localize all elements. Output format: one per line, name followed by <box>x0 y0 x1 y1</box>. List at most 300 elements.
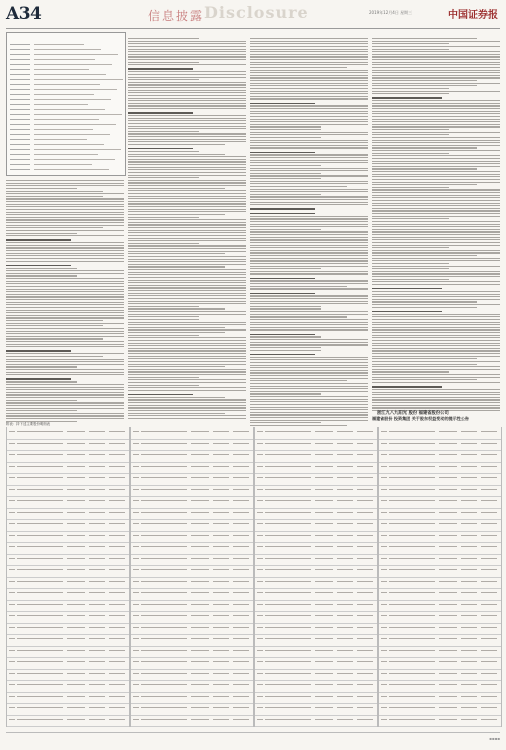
text-line <box>372 85 477 86</box>
table-cell <box>191 512 209 513</box>
list-item-code <box>10 114 30 115</box>
text-line <box>6 283 124 284</box>
table-cell <box>265 581 311 582</box>
text-line <box>372 397 500 398</box>
table-cell <box>17 443 63 444</box>
text-line <box>6 268 77 269</box>
table-cell <box>213 719 229 720</box>
table-cell <box>315 466 333 467</box>
table-cell <box>461 592 477 593</box>
list-item-text <box>34 104 88 105</box>
table-cell <box>89 673 105 674</box>
table-row <box>379 715 501 728</box>
text-line <box>372 137 500 138</box>
table-cell <box>381 535 387 536</box>
table-cell <box>9 523 15 524</box>
table-cell <box>141 638 187 639</box>
table-cell <box>357 604 373 605</box>
list-item-text <box>34 154 98 155</box>
masthead <box>6 4 500 28</box>
table-cell <box>141 489 187 490</box>
text-line <box>128 161 246 162</box>
table-cell <box>265 638 311 639</box>
table-cell <box>141 707 187 708</box>
list-item-code <box>10 169 30 170</box>
table-cell <box>9 615 15 616</box>
text-line <box>372 43 449 44</box>
table-cell <box>381 673 387 674</box>
table-cell <box>381 684 387 685</box>
table-cell <box>9 500 15 501</box>
text-line <box>128 182 246 183</box>
text-line <box>6 366 77 367</box>
text-line <box>128 148 193 149</box>
text-line <box>128 190 246 191</box>
table-cell <box>89 443 105 444</box>
table-cell <box>461 627 477 628</box>
table-cell <box>257 512 263 513</box>
text-line <box>6 331 124 332</box>
text-line <box>128 164 246 165</box>
table-cell <box>461 696 477 697</box>
table-cell <box>191 615 209 616</box>
text-line <box>372 324 500 325</box>
text-line <box>6 235 124 236</box>
table-cell <box>389 615 435 616</box>
table-cell <box>439 604 457 605</box>
text-line <box>372 299 500 300</box>
text-line <box>372 216 500 217</box>
list-item <box>10 63 122 67</box>
table-cell <box>233 684 249 685</box>
text-line <box>6 289 124 290</box>
text-line <box>250 43 368 44</box>
text-line <box>372 134 449 135</box>
text-line <box>128 407 246 408</box>
table-cell <box>213 466 229 467</box>
text-line <box>128 253 225 254</box>
list-item-text <box>34 149 121 150</box>
table-cell <box>439 719 457 720</box>
text-line <box>250 329 368 330</box>
text-line <box>6 302 124 303</box>
table-cell <box>265 546 311 547</box>
text-line <box>372 258 500 259</box>
text-line <box>250 401 368 402</box>
table-cell <box>315 558 333 559</box>
table-cell <box>381 604 387 605</box>
boxed-list <box>6 32 126 176</box>
text-line <box>6 230 124 231</box>
text-line <box>6 364 124 365</box>
text-line <box>250 319 368 320</box>
table-cell <box>141 546 187 547</box>
table-cell <box>315 696 333 697</box>
text-line <box>128 177 199 178</box>
table-cell <box>381 719 387 720</box>
table-cell <box>191 466 209 467</box>
table-cell <box>257 443 263 444</box>
table-cell <box>481 707 497 708</box>
text-line <box>6 270 124 271</box>
list-item-code <box>10 109 30 110</box>
text-line <box>372 189 500 190</box>
table-cell <box>481 604 497 605</box>
table-cell <box>461 431 477 432</box>
list-item-text <box>34 99 111 100</box>
text-line <box>250 393 321 394</box>
text-line <box>250 278 315 279</box>
text-line <box>250 231 368 232</box>
list-item-code <box>10 139 30 140</box>
table-cell <box>257 523 263 524</box>
text-line <box>250 191 368 192</box>
table-cell <box>67 696 85 697</box>
text-line <box>250 344 368 345</box>
text-line <box>6 312 124 313</box>
text-line <box>372 322 500 323</box>
table-cell <box>9 684 15 685</box>
text-line <box>372 41 500 42</box>
text-line <box>250 121 368 122</box>
text-line <box>128 306 199 307</box>
text-line <box>128 390 246 391</box>
table-cell <box>213 707 229 708</box>
text-line <box>372 369 500 370</box>
text-line <box>372 176 500 177</box>
list-item-code <box>10 99 30 100</box>
text-line <box>128 274 246 275</box>
text-line <box>372 231 500 232</box>
text-line <box>6 204 124 205</box>
table-cell <box>265 627 311 628</box>
table-cell <box>109 661 125 662</box>
table-cell <box>337 638 353 639</box>
table-cell <box>265 535 311 536</box>
table-cell <box>133 546 139 547</box>
table-cell <box>461 443 477 444</box>
text-line <box>250 145 368 146</box>
text-line <box>372 174 500 175</box>
text-line <box>250 218 368 219</box>
text-line <box>250 181 368 182</box>
table-cell <box>213 431 229 432</box>
text-line <box>128 301 246 302</box>
table-cell <box>265 500 311 501</box>
table-cell <box>315 638 333 639</box>
text-line <box>250 380 347 381</box>
table-cell <box>381 707 387 708</box>
table-cell <box>481 650 497 651</box>
text-line <box>250 154 368 155</box>
table-cell <box>191 650 209 651</box>
text-line <box>250 336 321 337</box>
table-cell <box>133 638 139 639</box>
signature-company: 浙江九八九阳光 股份 福建省股份公司 <box>377 411 449 416</box>
text-column-4 <box>372 38 500 413</box>
table-cell <box>439 466 457 467</box>
text-line <box>128 131 199 132</box>
text-line <box>372 284 500 285</box>
table-cell <box>265 719 311 720</box>
text-column-2 <box>128 38 246 420</box>
list-item-text <box>34 59 95 60</box>
table-cell <box>191 431 209 432</box>
text-line <box>6 239 71 240</box>
table-cell <box>357 650 373 651</box>
table-cell <box>133 558 139 559</box>
text-line <box>6 196 103 197</box>
text-line <box>250 134 368 135</box>
text-line <box>250 165 321 166</box>
text-line <box>250 306 321 307</box>
text-line <box>372 210 500 211</box>
table-cell <box>133 489 139 490</box>
table-cell <box>439 523 457 524</box>
text-line <box>250 103 315 104</box>
table-cell <box>439 673 457 674</box>
text-line <box>250 189 368 190</box>
table-cell <box>17 500 63 501</box>
text-line <box>128 243 199 244</box>
table-cell <box>257 592 263 593</box>
table-cell <box>141 512 187 513</box>
table-cell <box>9 673 15 674</box>
text-line <box>250 372 368 373</box>
text-line <box>6 392 124 393</box>
table-cell <box>381 558 387 559</box>
text-line <box>250 234 368 235</box>
table-cell <box>67 604 85 605</box>
table-cell <box>141 650 187 651</box>
table-cell <box>357 512 373 513</box>
table-cell <box>67 512 85 513</box>
table-cell <box>389 523 435 524</box>
list-item-code <box>10 54 30 55</box>
text-line <box>6 214 124 215</box>
table-cell <box>213 546 229 547</box>
table-cell <box>213 638 229 639</box>
table-cell <box>381 696 387 697</box>
table-cell <box>389 696 435 697</box>
text-line <box>372 314 500 315</box>
table-cell <box>133 707 139 708</box>
table-cell <box>257 466 263 467</box>
text-line <box>250 339 368 340</box>
table-cell <box>357 535 373 536</box>
text-line <box>128 74 246 75</box>
table-cell <box>481 512 497 513</box>
list-item <box>10 148 122 152</box>
text-line <box>6 381 77 382</box>
table-cell <box>337 546 353 547</box>
table-cell <box>439 535 457 536</box>
table-cell <box>439 569 457 570</box>
table-cell <box>481 546 497 547</box>
table-cell <box>17 650 63 651</box>
text-line <box>372 361 500 362</box>
text-line <box>250 303 368 304</box>
text-line <box>6 281 124 282</box>
table-cell <box>233 661 249 662</box>
table-cell <box>67 627 85 628</box>
table-cell <box>9 627 15 628</box>
text-column-3 <box>250 38 368 428</box>
text-line <box>128 219 246 220</box>
table-cell <box>439 500 457 501</box>
table-cell <box>439 431 457 432</box>
text-line <box>128 64 246 65</box>
text-line <box>250 126 321 127</box>
table-cell <box>461 581 477 582</box>
table-cell <box>481 627 497 628</box>
list-item <box>10 88 122 92</box>
text-line <box>372 124 500 125</box>
table-cell <box>357 581 373 582</box>
table-cell <box>389 684 435 685</box>
text-line <box>250 152 315 153</box>
list-item <box>10 143 122 147</box>
table-cell <box>233 512 249 513</box>
table-cell <box>257 477 263 478</box>
text-line <box>250 357 368 358</box>
table-cell <box>461 454 477 455</box>
table-cell <box>337 696 353 697</box>
table-cell <box>191 500 209 501</box>
text-line <box>6 201 124 202</box>
text-line <box>6 408 124 409</box>
table-cell <box>17 638 63 639</box>
text-line <box>128 364 246 365</box>
text-line <box>372 364 477 365</box>
table-cell <box>233 627 249 628</box>
table-cell <box>213 489 229 490</box>
table-cell <box>89 489 105 490</box>
text-line <box>128 308 225 309</box>
text-line <box>372 213 500 214</box>
text-line <box>128 41 246 42</box>
text-line <box>128 285 246 286</box>
text-line <box>128 256 246 257</box>
text-line <box>250 288 368 289</box>
text-line <box>6 384 124 385</box>
text-line <box>128 327 225 328</box>
text-line <box>372 105 500 106</box>
footer-mark: ▪▪▪▪ <box>489 736 500 741</box>
table-cell <box>265 684 311 685</box>
text-line <box>6 291 124 292</box>
text-line <box>6 402 124 403</box>
text-line <box>372 239 500 240</box>
table-cell <box>191 684 209 685</box>
text-line <box>128 46 246 47</box>
table-cell <box>481 696 497 697</box>
table-cell <box>9 512 15 513</box>
text-line <box>128 324 246 325</box>
table-cell <box>9 696 15 697</box>
table-cell <box>191 546 209 547</box>
table-cell <box>109 684 125 685</box>
text-line <box>250 194 321 195</box>
table-cell <box>357 719 373 720</box>
table-cell <box>461 604 477 605</box>
table-cell <box>481 466 497 467</box>
list-item <box>10 93 122 97</box>
table-cell <box>89 477 105 478</box>
table-cell <box>315 500 333 501</box>
table-cell <box>315 477 333 478</box>
text-line <box>6 341 124 342</box>
text-line <box>250 108 368 109</box>
table-cell <box>109 477 125 478</box>
table-cell <box>9 466 15 467</box>
table-cell <box>109 707 125 708</box>
table-cell <box>357 696 373 697</box>
table-cell <box>191 443 209 444</box>
text-line <box>128 141 246 142</box>
table-cell <box>233 454 249 455</box>
text-line <box>250 173 321 174</box>
list-item-code <box>10 84 30 85</box>
text-line <box>372 319 500 320</box>
text-line <box>372 252 500 253</box>
table-cell <box>141 604 187 605</box>
table-cell <box>213 684 229 685</box>
table-cell <box>257 684 263 685</box>
text-line <box>6 323 124 324</box>
table-cell <box>191 535 209 536</box>
text-line <box>372 389 500 390</box>
list-item-text <box>34 124 116 125</box>
text-line <box>6 219 124 220</box>
list-item-code <box>10 124 30 125</box>
text-line <box>6 350 71 351</box>
text-line <box>6 372 124 373</box>
table-cell <box>389 512 435 513</box>
table-cell <box>17 684 63 685</box>
text-line <box>372 366 500 367</box>
table-cell <box>191 489 209 490</box>
list-item <box>10 103 122 107</box>
text-line <box>6 346 124 347</box>
table-cell <box>265 661 311 662</box>
table-title: 附表：持下述主要股份明细表 <box>6 422 51 426</box>
table-cell <box>439 489 457 490</box>
text-line <box>372 358 477 359</box>
text-line <box>6 296 124 297</box>
table-cell <box>191 696 209 697</box>
text-line <box>6 413 124 414</box>
table-cell <box>461 615 477 616</box>
table-cell <box>233 500 249 501</box>
table-cell <box>109 489 125 490</box>
table-cell <box>481 661 497 662</box>
text-line <box>128 371 246 372</box>
table-cell <box>357 558 373 559</box>
table-cell <box>481 569 497 570</box>
list-item <box>10 83 122 87</box>
text-line <box>128 211 246 212</box>
table-cell <box>213 627 229 628</box>
table-cell <box>141 581 187 582</box>
table-cell <box>141 569 187 570</box>
text-line <box>372 340 500 341</box>
text-line <box>372 119 500 120</box>
table-cell <box>17 627 63 628</box>
text-line <box>6 405 124 406</box>
text-line <box>128 358 246 359</box>
text-line <box>372 150 500 151</box>
